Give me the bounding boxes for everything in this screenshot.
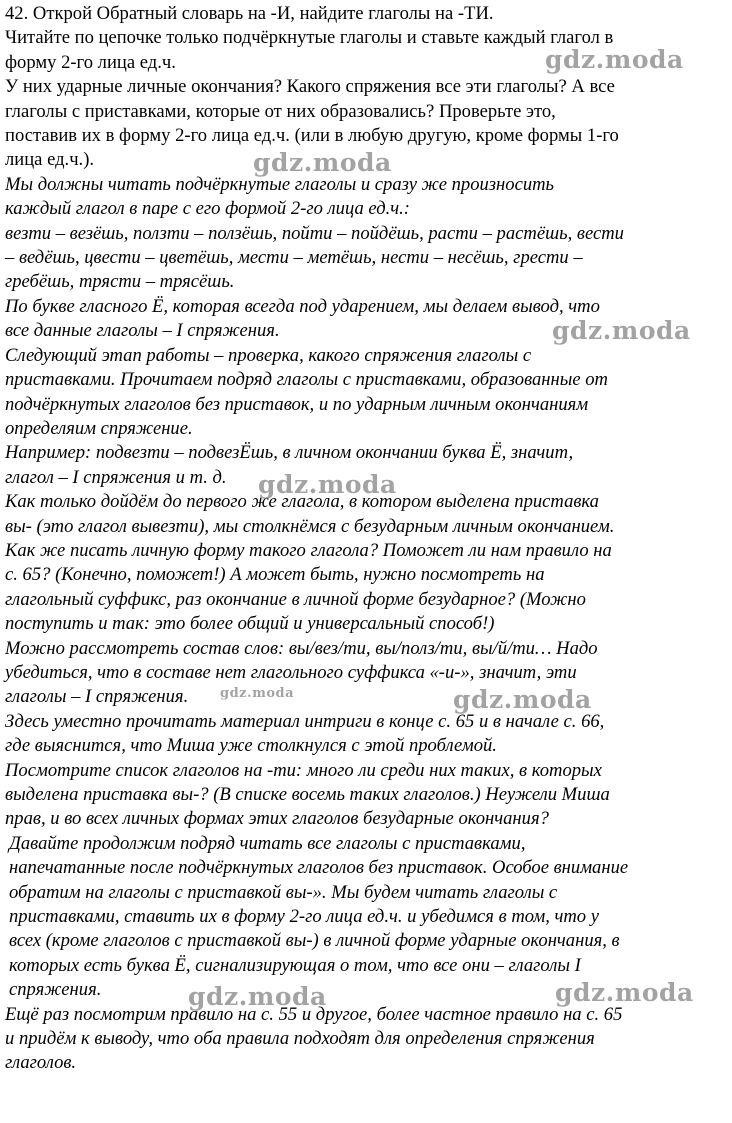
task-line: глаголы с приставками, которые от них образовались? Проверьте это,: [5, 100, 556, 122]
answer-line: Как же писать личную форму такого глагола? Поможет ли нам правило на: [5, 539, 612, 561]
answer-line: Следующий этап работы – проверка, какого спряжения глаголы с: [5, 344, 532, 366]
answer-line: всех (кроме глаголов с приставкой вы-) в личной форме ударные окончания, в: [9, 930, 620, 952]
answer-line: спряжения.: [9, 979, 102, 1001]
answer-line: поступить и так: это более общий и универсальный способ!): [5, 613, 495, 635]
answer-line: где выяснится, что Миша уже столкнулся с этой проблемой.: [5, 735, 497, 757]
answer-line: глаголы – I спряжения.: [5, 686, 189, 708]
answer-line: Давайте продолжим подряд читать все глаголы с приставками,: [9, 832, 526, 854]
answer-line: По букве гласного Ё, которая всегда под ударением, мы делаем вывод, что: [5, 295, 600, 317]
answer-line: приставками. Прочитаем подряд глаголы с приставками, образованные от: [5, 369, 608, 391]
answer-line: прав, и во всех личных формах этих глаголов безударные окончания?: [5, 808, 549, 830]
answer-line: Как только дойдём до первого же глагола, в котором выделена приставка: [5, 491, 599, 513]
answer-line: и придём к выводу, что оба правила подходят для определения спряжения: [5, 1028, 595, 1050]
answer-line: все данные глаголы – I спряжения.: [5, 320, 280, 342]
answer-line: с. 65? (Конечно, поможет!) А может быть, нужно посмотреть на: [5, 564, 545, 586]
answer-line: Можно рассмотреть состав слов: вы/вез/ти, вы/полз/ти, вы/й/ти… Надо: [5, 637, 598, 659]
task-line: лица ед.ч.).: [5, 149, 95, 171]
answer-line: глагольный суффикс, раз окончание в личной форме безударное? (Можно: [5, 588, 586, 610]
watermark: gdz.moda: [253, 148, 392, 177]
task-line: форму 2-го лица ед.ч.: [5, 51, 176, 73]
answer-line: определяим спряжение.: [5, 417, 193, 439]
answer-line: Здесь уместно прочитать материал интриги в конце с. 65 и в начале с. 66,: [5, 710, 605, 732]
answer-line: вы- (это глагол вывезти), мы столкнёмся с безударным личным окончанием.: [5, 515, 615, 537]
answer-line: выделена приставка вы-? (В списке восемь таких глаголов.) Неужели Миша: [5, 784, 610, 805]
answer-line: убедиться, что в составе нет глагольного суффикса «-и-», значит, эти: [5, 661, 577, 683]
watermark: gdz.moda: [188, 982, 327, 1011]
answer-line: глаголов.: [5, 1052, 77, 1074]
watermark: gdz.moda: [545, 45, 684, 74]
task-line: У них ударные личные окончания? Какого спряжения все эти глаголы? А все: [5, 76, 615, 98]
watermark: gdz.moda: [453, 685, 592, 714]
answer-line: Посмотрите список глаголов на -ти: много ли среди них таких, в которых: [5, 759, 602, 781]
watermark: gdz.moda: [552, 316, 691, 345]
answer-line: Ещё раз посмотрим правило на с. 55 и другое, более частное правило на с. 65: [5, 1003, 623, 1025]
watermark: gdz.moda: [220, 686, 295, 701]
answer-line: приставками, ставить их в форму 2-го лица ед.ч. и убедимся в том, что у: [9, 906, 599, 928]
answer-line: Мы должны читать подчёркнутые глаголы и сразу же произносить: [5, 173, 555, 195]
answer-line: глагол – I спряжения и т. д.: [5, 466, 227, 488]
task-line: Читайте по цепочке только подчёркнутые глаголы и ставьте каждый глагол в: [5, 27, 614, 49]
task-line: 42. Открой Обратный словарь на -И, найдите глаголы на -ТИ.: [5, 3, 494, 24]
answer-block: [5, 173, 727, 1076]
answer-line: подчёркнутых глаголов без приставок, и по ударным личным окончаниям: [5, 393, 589, 415]
answer-line: гребёшь, трясти – трясёшь.: [5, 271, 235, 293]
answer-line: – ведёшь, цвести – цветёшь, мести – метёшь, нести – несёшь, грести –: [5, 247, 583, 269]
answer-line: везти – везёшь, ползти – ползёшь, пойти – пойдёшь, расти – растёшь, вести: [5, 222, 624, 244]
answer-line: обратим на глаголы с приставкой вы-». Мы будем читать глаголы с: [9, 881, 558, 903]
answer-line: Например: подвезти – подвезЁшь, в личном окончании буква Ё, значит,: [5, 442, 574, 464]
answer-line: которых есть буква Ё, сигнализирующая о том, что все они – глаголы I: [9, 954, 581, 976]
watermark: gdz.moda: [555, 978, 694, 1007]
watermark: gdz.moda: [258, 470, 397, 499]
task-line: поставив их в форму 2-го лица ед.ч. (или в любую другую, кроме формы 1-го: [5, 125, 619, 147]
answer-line: напечатанные после подчёркнутых глаголов без приставок. Особое внимание: [9, 857, 629, 879]
answer-line: каждый глагол в паре с его формой 2-го лица ед.ч.:: [5, 198, 410, 220]
